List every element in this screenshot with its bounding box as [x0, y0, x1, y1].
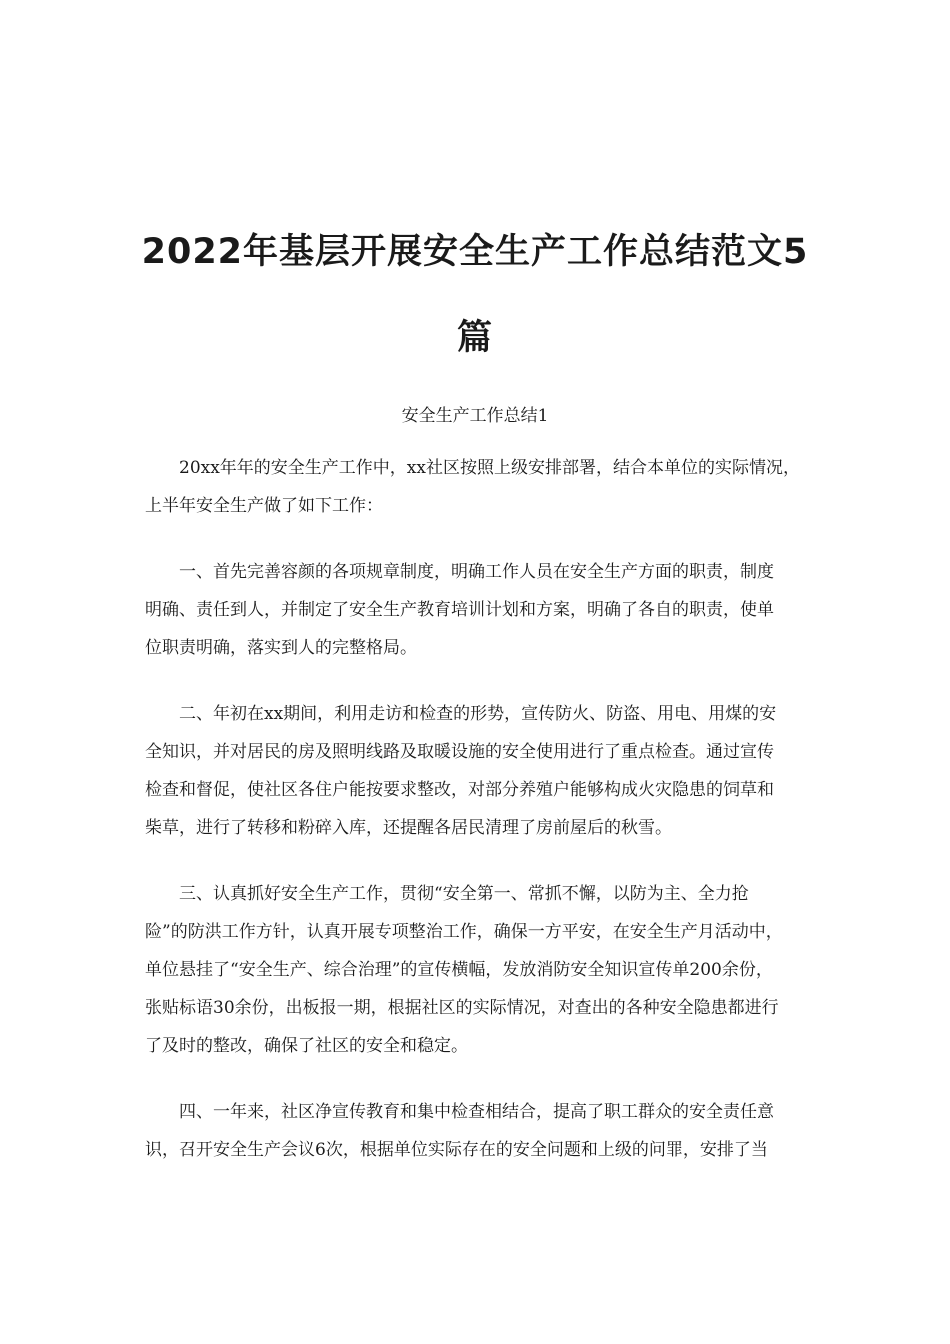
document-body	[145, 449, 807, 1197]
paragraph-line: 四、一年来，社区净宣传教育和集中检查相结合，提高了职工群众的安全责任意	[179, 1102, 774, 1122]
paragraph-line: 一、首先完善容颜的各项规章制度，明确工作人员在安全生产方面的职责，制度	[179, 562, 774, 582]
paragraph-line: 20xx年年的安全生产工作中，xx社区按照上级安排部署，结合本单位的实际情况，	[179, 458, 800, 478]
section-heading: 安全生产工作总结1	[401, 406, 549, 426]
paragraph-4	[145, 875, 807, 1065]
paragraph-5	[145, 1093, 807, 1169]
paragraph-line: 检查和督促，使社区各住户能按要求整改，对部分养殖户能够构成火灾隐患的饲草和	[145, 780, 774, 800]
paragraph-3	[145, 695, 807, 847]
paragraph-line: 张贴标语30余份，出板报一期，根据社区的实际情况，对查出的各种安全隐患都进行	[145, 998, 779, 1018]
paragraph-line: 识，召开安全生产会议6次，根据单位实际存在的安全问题和上级的问罪，安排了当	[145, 1140, 768, 1160]
paragraph-2	[145, 553, 807, 667]
paragraph-line: 位职责明确，落实到人的完整格局。	[145, 638, 417, 658]
paragraph-1	[145, 449, 807, 525]
document-title-line-2: 篇	[456, 318, 493, 358]
paragraph-line: 了及时的整改，确保了社区的安全和稳定。	[145, 1036, 468, 1056]
document-title-line-1: 2022年基层开展安全生产工作总结范文5	[141, 232, 809, 272]
paragraph-line: 明确、责任到人，并制定了安全生产教育培训计划和方案，明确了各自的职责，使单	[145, 600, 774, 620]
paragraph-line: 二、年初在xx期间，利用走访和检查的形势，宣传防火、防盗、用电、用煤的安	[179, 704, 777, 724]
paragraph-line: 三、认真抓好安全生产工作，贯彻“安全第一、常抓不懈，以防为主、全力抢	[179, 884, 749, 904]
paragraph-line: 单位悬挂了“安全生产、综合治理”的宣传横幅，发放消防安全知识宣传单200余份，	[145, 960, 773, 980]
paragraph-line: 上半年安全生产做了如下工作：	[145, 496, 383, 516]
paragraph-line: 全知识，并对居民的房及照明线路及取暖设施的安全使用进行了重点检查。通过宣传	[145, 742, 774, 762]
paragraph-line: 柴草，进行了转移和粉碎入库，还提醒各居民清理了房前屋后的秋雪。	[145, 818, 672, 838]
paragraph-line: 险”的防洪工作方针，认真开展专项整治工作，确保一方平安，在安全生产月活动中，	[145, 922, 783, 942]
